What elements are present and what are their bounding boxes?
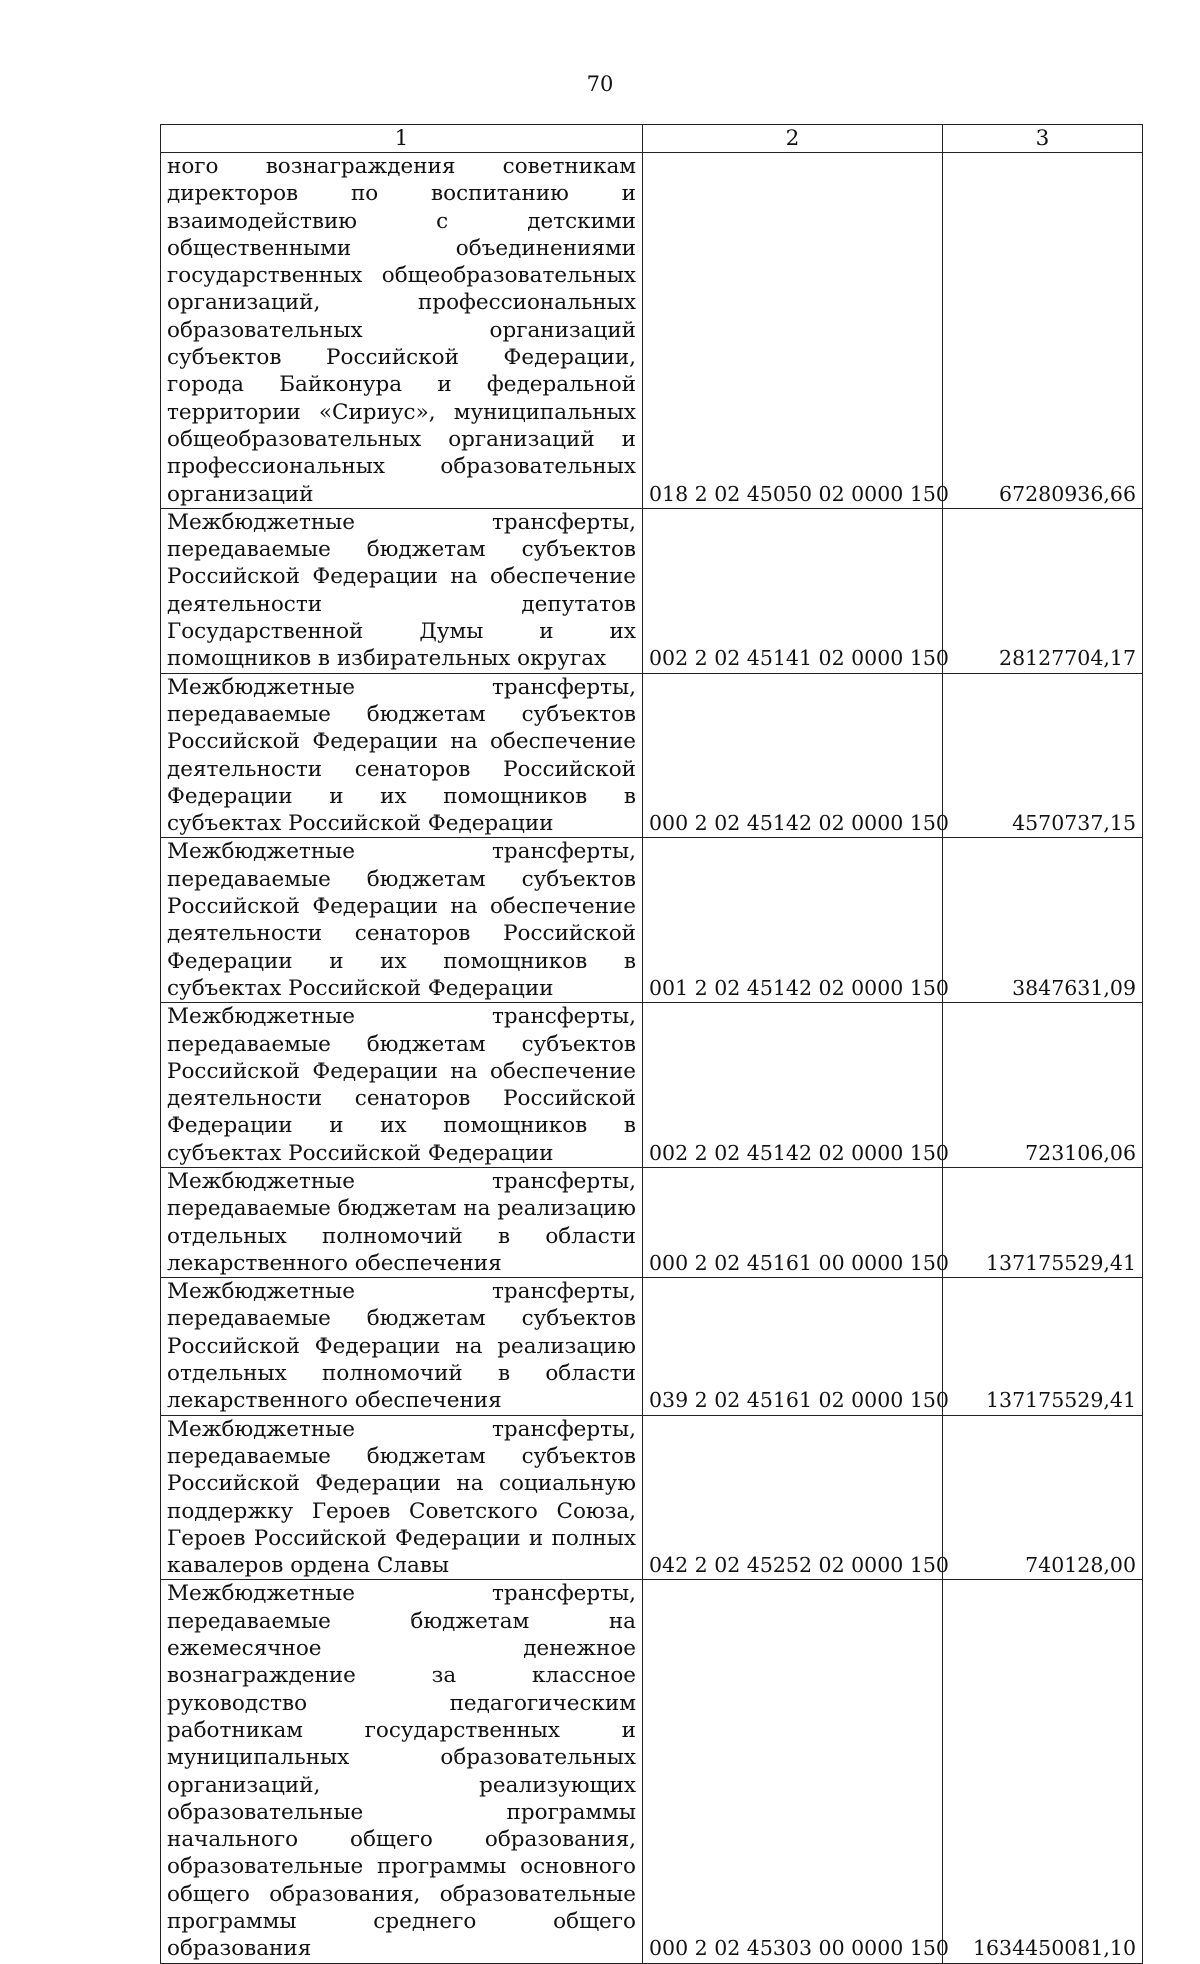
row-description: Межбюджетные трансферты, передаваемые бюджетам субъектов Российской Федерации на обеспечение деятельности депутатов Государственной Думы и их помощников в избирательных округах [161, 508, 643, 673]
row-amount: 4570737,15 [943, 673, 1143, 838]
row-description: Межбюджетные трансферты, передаваемые бюджетам субъектов Российской Федерации на обеспечение деятельности сенаторов Российской Федерации и их помощников в субъектах Российской Федерации [161, 1003, 643, 1168]
row-amount: 1634450081,10 [943, 1580, 1143, 1963]
column-header-1: 1 [161, 125, 643, 153]
row-amount: 3847631,09 [943, 838, 1143, 1003]
table-header-row [161, 125, 1143, 153]
row-description: Межбюджетные трансферты, передаваемые бюджетам субъектов Российской Федерации на реализацию отдельных полномочий в области лекарственного обеспечения [161, 1278, 643, 1415]
row-budget-code: 039 2 02 45161 02 0000 150 [643, 1278, 943, 1415]
row-budget-code: 018 2 02 45050 02 0000 150 [643, 153, 943, 509]
table-row [161, 1278, 1143, 1415]
row-description: Межбюджетные трансферты, передаваемые бюджетам субъектов Российской Федерации на обеспечение деятельности сенаторов Российской Федерации и их помощников в субъектах Российской Федерации [161, 673, 643, 838]
page-number: 70 [586, 72, 614, 96]
row-description: ного вознаграждения советникам директоров по воспитанию и взаимодействию с детскими общественными объединениями государственных общеобразовательных организаций, профессиональных образовательных организаций субъектов Российской Федерации, города Байконура и федеральной территории «Сириус», муниципальных общеобразовательных организаций и профессиональных образовательных организаций [161, 153, 643, 509]
row-budget-code: 002 2 02 45141 02 0000 150 [643, 508, 943, 673]
row-budget-code: 042 2 02 45252 02 0000 150 [643, 1415, 943, 1580]
table-row [161, 508, 1143, 673]
row-budget-code: 001 2 02 45142 02 0000 150 [643, 838, 943, 1003]
column-header-2: 2 [643, 125, 943, 153]
row-amount: 28127704,17 [943, 508, 1143, 673]
row-description: Межбюджетные трансферты, передаваемые бюджетам на реализацию отдельных полномочий в области лекарственного обеспечения [161, 1167, 643, 1277]
table-row [161, 1580, 1143, 1963]
row-amount: 137175529,41 [943, 1167, 1143, 1277]
table-row [161, 838, 1143, 1003]
row-budget-code: 000 2 02 45142 02 0000 150 [643, 673, 943, 838]
row-amount: 67280936,66 [943, 153, 1143, 509]
budget-table [160, 124, 1143, 1964]
row-description: Межбюджетные трансферты, передаваемые бюджетам субъектов Российской Федерации на социальную поддержку Героев Советского Союза, Героев Российской Федерации и полных кавалеров ордена Славы [161, 1415, 643, 1580]
column-header-3: 3 [943, 125, 1143, 153]
row-description: Межбюджетные трансферты, передаваемые бюджетам субъектов Российской Федерации на обеспечение деятельности сенаторов Российской Федерации и их помощников в субъектах Российской Федерации [161, 838, 643, 1003]
row-amount: 740128,00 [943, 1415, 1143, 1580]
row-budget-code: 002 2 02 45142 02 0000 150 [643, 1003, 943, 1168]
row-amount: 723106,06 [943, 1003, 1143, 1168]
row-budget-code: 000 2 02 45303 00 0000 150 [643, 1580, 943, 1963]
row-budget-code: 000 2 02 45161 00 0000 150 [643, 1167, 943, 1277]
table-row [161, 673, 1143, 838]
table-row [161, 1003, 1143, 1168]
row-amount: 137175529,41 [943, 1278, 1143, 1415]
table-row [161, 1167, 1143, 1277]
table-row [161, 153, 1143, 509]
row-description: Межбюджетные трансферты, передаваемые бюджетам на ежемесячное денежное вознаграждение за классное руководство педагогическим работникам государственных и муниципальных образовательных организаций, реализующих образовательные программы начального общего образования, образовательные программы основного общего образования, образовательные программы среднего общего образования [161, 1580, 643, 1963]
table-row [161, 1415, 1143, 1580]
